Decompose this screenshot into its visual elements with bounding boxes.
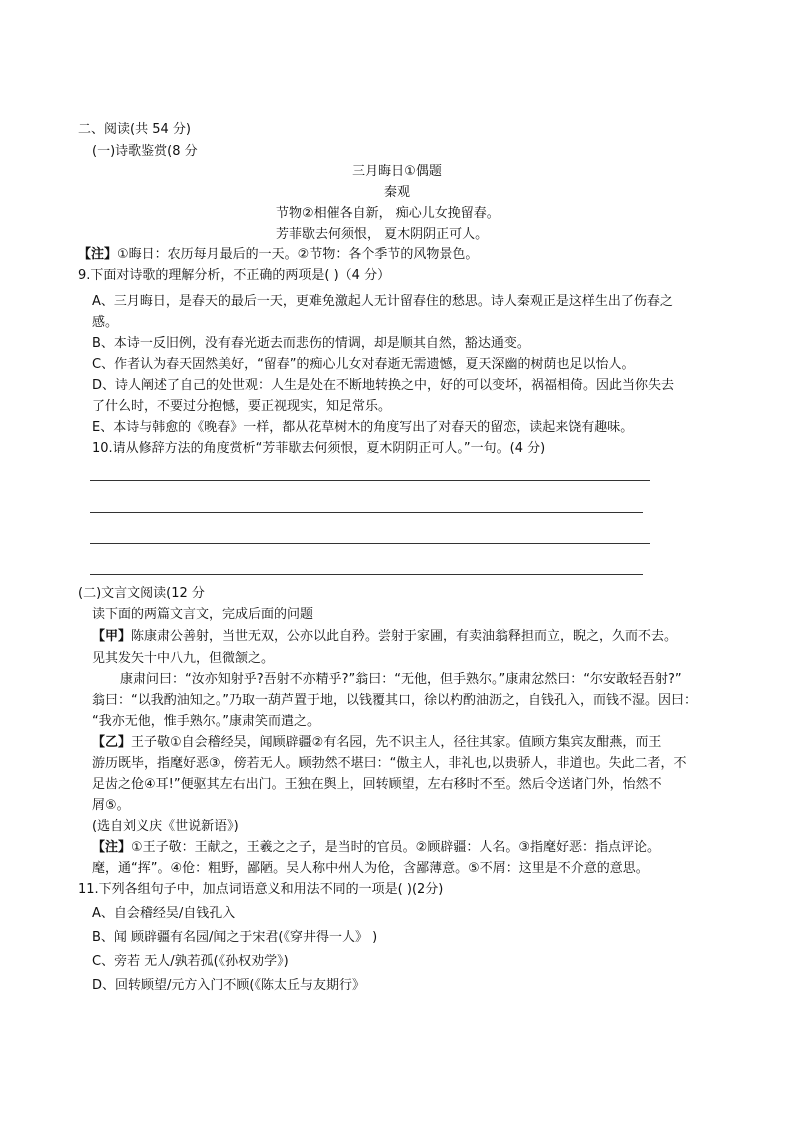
passage-jia-line-4: 翁曰：“以我酌油知之。”乃取一葫芦置于地，以钱覆其口，徐以杓酌油沥之，自钱孔入，而钱不湿。因曰：: [92, 693, 697, 708]
classical-intro: 读下面的两篇文言文，完成后面的问题: [92, 607, 314, 622]
poem-title: 三月晦日①偶题: [352, 164, 442, 179]
poem-note: [78, 245, 478, 265]
passage-jia-line-2: 见其发矢十中八九，但微颔之。: [92, 651, 275, 666]
passage-yi-line-4: 屑⑤。: [92, 798, 130, 813]
q9-option-b: B、本诗一反旧例，没有春光逝去而悲伤的情调，却是顺其自然，豁达通变。: [92, 336, 530, 351]
q9-option-e: E、本诗与韩愈的《晚春》一样，都从花草树木的角度写出了对春天的留恋，读起来饶有趣味。: [92, 420, 634, 435]
q11-option-d: D、回转顾望/元方入门不顾(《陈太丘与友期行》: [92, 978, 365, 993]
passage-jia-text: 陈康肃公善射，当世无双，公亦以此自矜。尝射于家圃，有卖油翁释担而立，睨之，久而不去。: [131, 629, 678, 644]
passage-source: (选自刘义庆《世说新语》): [92, 819, 239, 834]
passage-yi-line-3: 足齿之伧④耳!”便驱其左右出门。王独在舆上，回转顾望，左右移时不至。然后令送诸门外，怡然不: [92, 777, 662, 792]
passage-yi-line-2: 游历既毕，指麾好恶③，傍若无人。顾勃然不堪曰：“傲主人，非礼也,以贵骄人，非道也。失此二者，不: [92, 756, 687, 771]
classical-note-label: 【注】: [92, 840, 132, 855]
answer-line: [90, 543, 650, 544]
q9-option-a: A、三月晦日，是春天的最后一天，更难免激起人无计留春住的愁思。诗人秦观正是这样生出了伤春之: [92, 294, 673, 309]
passage-yi-label: 【乙】: [92, 735, 132, 750]
answer-line: [90, 574, 643, 575]
answer-line: [90, 480, 650, 481]
q11-option-b: B、闻 顾辟疆有名园/闻之于宋君(《穿井得一人》 ): [92, 930, 378, 945]
section-title: 二、阅读(共 54 分): [78, 122, 191, 137]
q11-stem: 11.下列各组句子中，加点词语意义和用法不同的一项是( )(2分): [78, 882, 444, 897]
classical-note-2: 麾，通“挥”。④伧：粗野，鄙陋。吴人称中州人为伧，含鄙薄意。⑤不屑：这里是不介意的意思。: [92, 861, 649, 876]
passage-yi-line-1: [92, 733, 661, 753]
note-text: ①晦日：农历每月最后的一天。②节物：各个季节的风物景色。: [117, 247, 479, 262]
q9-option-d-cont: 了什么时，不要过分抱憾，要正视现实，知足常乐。: [92, 399, 392, 414]
note-label: 【注】: [78, 247, 118, 262]
q9-stem: 9.下面对诗歌的理解分析，不正确的两项是( )（4 分）: [78, 268, 391, 283]
classical-note-1: [92, 838, 660, 858]
q9-option-d: D、诗人阐述了自己的处世观：人生是处在不断地转换之中，好的可以变坏，祸福相倚。因此当你失去: [92, 378, 675, 393]
q10-stem: 10.请从修辞方法的角度赏析“芳菲歇去何须恨，夏木阴阴正可人。”一句。(4 分): [92, 441, 546, 456]
q9-option-c: C、作者认为春天固然美好，“留春”的痴心儿女对春逝无需遗憾，夏天深幽的树荫也足以怡人。: [92, 357, 635, 372]
classical-heading: (二)文言文阅读(12 分: [78, 586, 205, 601]
answer-line: [90, 512, 643, 513]
poem-verse-1: 节物②相催各自新， 痴心儿女挽留春。: [276, 206, 500, 221]
passage-jia-line-3: 康肃问曰：“汝亦知射乎?吾射不亦精乎?”翁曰：“无他，但手熟尔。”康肃忿然曰：“尔安敢轻吾射?”: [120, 672, 682, 687]
passage-jia-label: 【甲】: [92, 629, 132, 644]
classical-note-text: ①王子敬：王献之，王羲之之子，是当时的官员。②顾辟疆：人名。③指麾好恶：指点评论。: [131, 840, 660, 855]
poet-name: 秦观: [383, 185, 410, 200]
poem-verse-2: 芳菲歇去何须恨， 夏木阴阴正可人。: [276, 227, 489, 242]
q11-option-a: A、自会稽经吴/自钱孔入: [92, 906, 236, 921]
passage-jia-line-5: “我亦无他，惟手熟尔。”康肃笑而遣之。: [92, 714, 320, 729]
passage-yi-text: 王子敬①自会稽经吴，闻顾辟疆②有名园，先不识主人，径往其家。值顾方集宾友酣燕，而王: [131, 735, 662, 750]
q9-option-a-cont: 感。: [92, 315, 119, 330]
q11-option-c: C、旁若 无人/孰若孤(《孙权劝学》): [92, 954, 289, 969]
poetry-heading: (一)诗歌鉴赏(8 分: [92, 144, 198, 159]
passage-jia-line-1: [92, 627, 677, 647]
